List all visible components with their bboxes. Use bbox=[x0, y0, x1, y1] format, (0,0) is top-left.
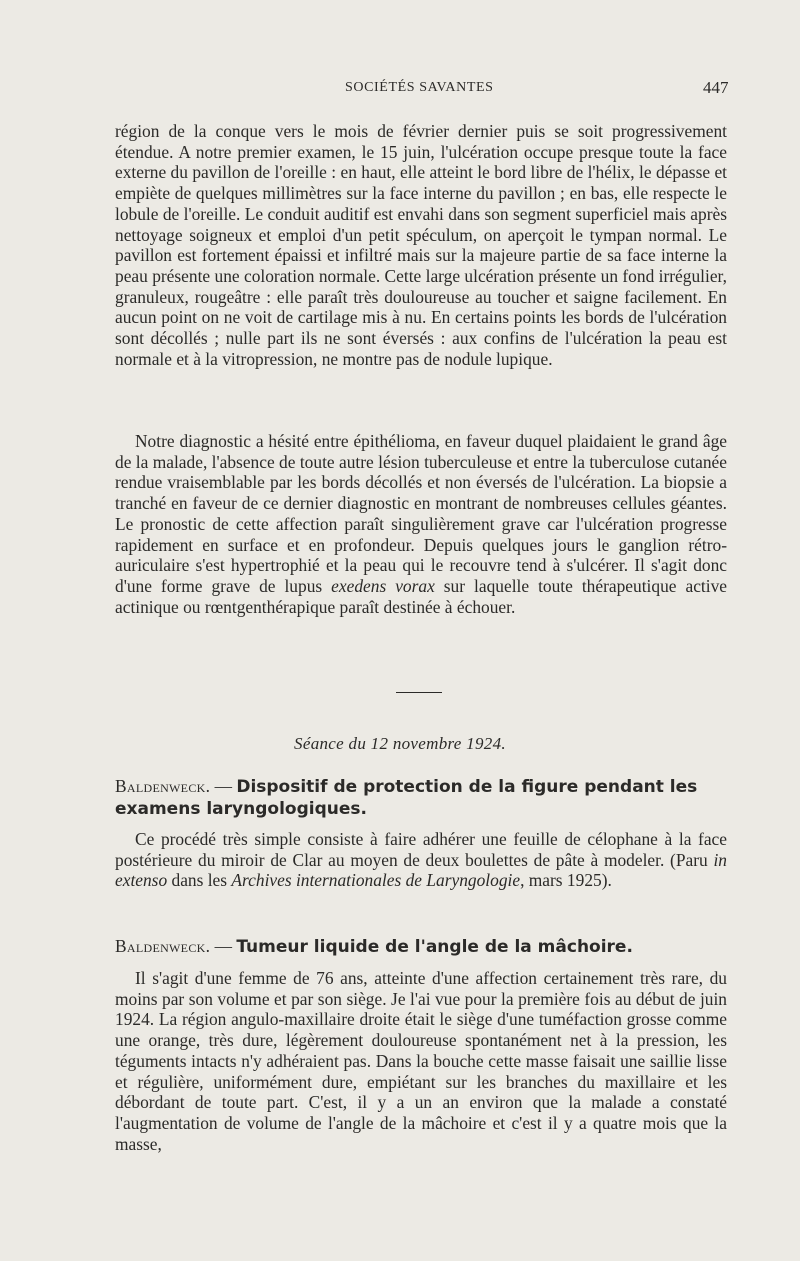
running-head: SOCIÉTÉS SAVANTES bbox=[345, 80, 494, 95]
italic-term: exedens vorax bbox=[331, 575, 435, 596]
diagnosis-paragraph bbox=[115, 431, 727, 617]
entry-heading-text bbox=[115, 776, 727, 820]
entry-author: Baldenweck. bbox=[115, 776, 211, 796]
entry-title: Tumeur liquide de l'angle de la mâchoire. bbox=[236, 937, 633, 957]
entry-body bbox=[115, 968, 727, 1154]
entry-dash: — bbox=[210, 936, 237, 956]
paragraph-text-part: , mars 1925). bbox=[520, 870, 612, 891]
session-heading: Séance du 12 novembre 1924. bbox=[294, 734, 506, 753]
entry-heading bbox=[115, 776, 727, 820]
paragraph-text: Il s'agit d'une femme de 76 ans, atteinte d'une affection certainement très rare, du moins par son volume et par son siège. Je l'ai vue pour la première fois au début de juin 1924. La région angulo-maxillaire droite était le siège d'une tuméfaction grosse comme une orange, très dure, légèrement douloureuse spontanément net à la pression, les téguments intacts n'y adhéraient pas. Dans la bouche cette masse faisait une saillie lisse et régulière, uniformément dure, empiétant sur les branches du maxillaire et les débordant de toute part. C'est, il y a un an environ que la malade a constaté l'augmentation de volume de l'angle de la mâchoire et c'est il y a quatre mois que la masse, bbox=[115, 968, 727, 1154]
entry-author: Baldenweck. bbox=[115, 936, 211, 956]
section-divider bbox=[396, 692, 442, 693]
entry-heading-text bbox=[115, 936, 727, 958]
italic-term: in extenso bbox=[115, 849, 727, 891]
entry-title: Dispositif de protection de la figure pendant les examens laryngologiques. bbox=[115, 777, 698, 819]
entry-dash: — bbox=[210, 776, 237, 796]
paragraph-text-part: Notre diagnostic a hésité entre épithélioma, en faveur duquel plaidaient le grand âge de la malade, l'absence de toute autre lésion tuberculeuse et entre la tuberculose cutanée rendue vraisemblable par les bords décollés et non éversés de l'ulcération. La biopsie a tranché en faveur de ce dernier diagnostic en montrant de nombreuses cellules géantes. Le pronostic de cette affection paraît singulièrement grave car l'ulcération progresse rapidement en surface et en profondeur. Depuis quelques jours le ganglion rétro-auriculaire s'est hypertrophié et la peau qui le recouvre tend à s'ulcérer. Il s'agit donc d'une forme grave de lupus bbox=[115, 431, 727, 596]
paragraph-text-part: Ce procédé très simple consiste à faire adhérer une feuille de célophane à la face postérieure du miroir de Clar au moyen de deux boulettes de pâte à modeler. (Paru bbox=[115, 829, 727, 870]
page-number: 447 bbox=[703, 78, 729, 97]
paragraph-text-part: sur laquelle toute thérapeutique active actinique ou rœntgenthérapique paraît destinée à échouer. bbox=[115, 575, 727, 617]
paragraph-text bbox=[115, 431, 727, 617]
paragraph-text: région de la conque vers le mois de février dernier puis se soit progressivement étendue. A notre premier examen, le 15 juin, l'ulcération occupe presque toute la face externe du pavillon de l'oreille : en haut, elle atteint le bord libre de l'hélix, le dépasse et empiète de quelques millimètres sur la face interne du pavillon ; en bas, elle respecte le lobule de l'oreille. Le conduit auditif est envahi dans son segment superficiel mais après nettoyage soigneux et emploi d'un petit spéculum, on aperçoit le tympan normal. Le pavillon est fortement épaissi et infiltré mais sur la majeure partie de sa face interne la peau présente une coloration normale. Cette large ulcération présente un fond irrégulier, granuleux, rougeâtre : elle paraît très douloureuse au toucher et saigne facilement. En aucun point on ne voit de cartilage mis à nu. En certains points les bords de l'ulcération sont décollés ; nulle part ils ne sont éversés : aux confins de l'ulcération la peau est normale et à la vitropression, ne montre pas de nodule lupique. bbox=[115, 121, 727, 369]
paragraph-text-part: dans les bbox=[167, 870, 232, 891]
entry-heading bbox=[115, 936, 727, 958]
paragraph-text bbox=[115, 829, 727, 891]
continuation-paragraph bbox=[115, 121, 727, 369]
journal-title: Archives internationales de Laryngologie bbox=[231, 870, 521, 891]
entry-body bbox=[115, 829, 727, 891]
